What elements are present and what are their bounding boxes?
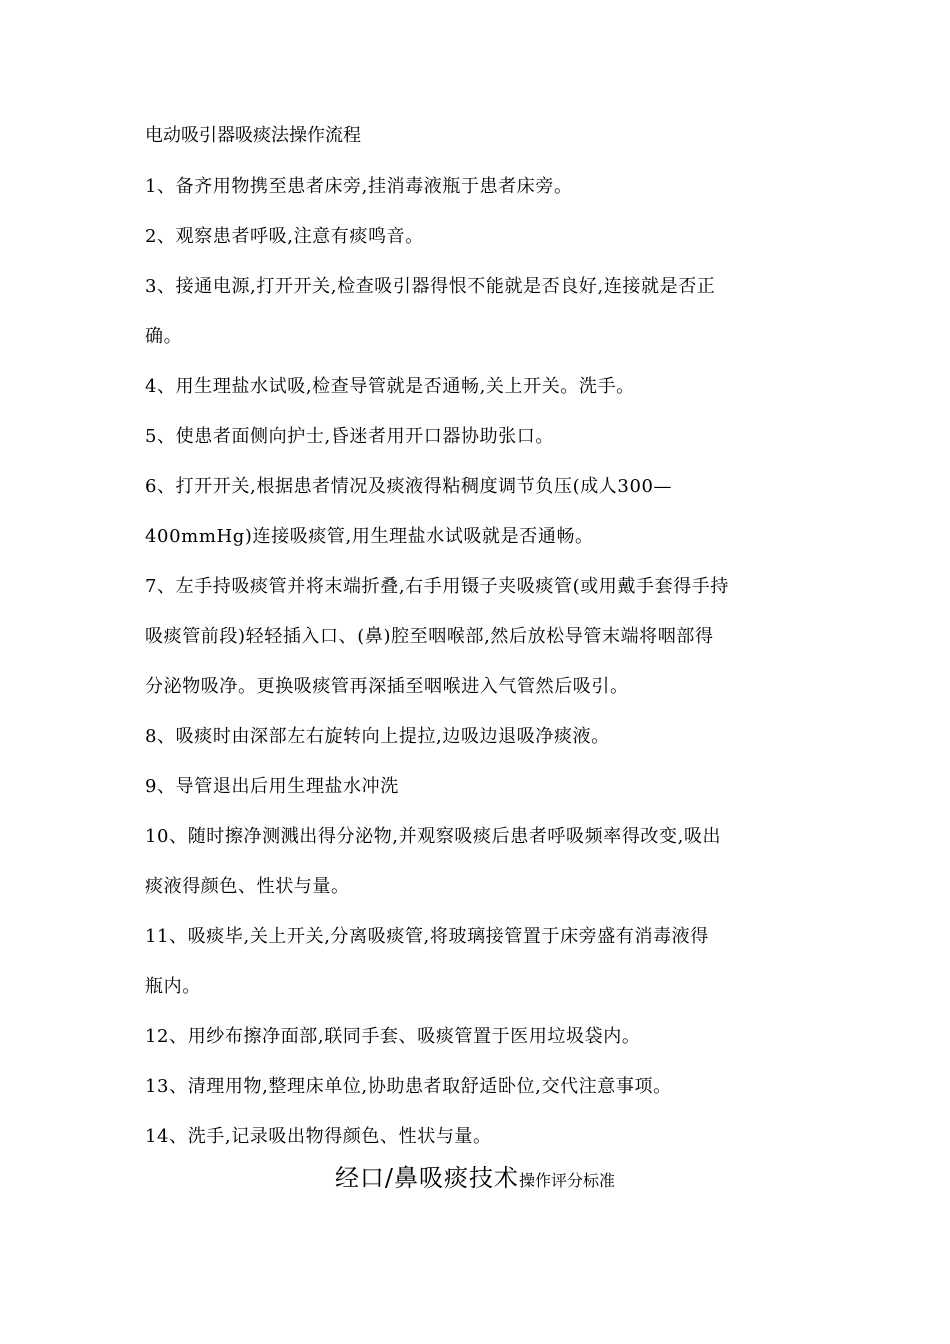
step-line-7-cont-1: 吸痰管前段)轻轻插入口、(鼻)腔至咽喉部,然后放松导管末端将咽部得 [145, 626, 714, 647]
step-line-3: 3、接通电源,打开开关,检查吸引器得恨不能就是否良好,连接就是否正 [145, 276, 716, 297]
step-line-1: 1、备齐用物携至患者床旁,挂消毒液瓶于患者床旁。 [145, 176, 573, 197]
step-line-9: 9、导管退出后用生理盐水冲洗 [145, 776, 399, 797]
section-heading-suffix: 操作评分标准 [519, 1171, 616, 1190]
step-line-2: 2、观察患者呼吸,注意有痰鸣音。 [145, 226, 424, 247]
step-line-3-cont: 确。 [145, 326, 183, 347]
step-line-7: 7、左手持吸痰管并将末端折叠,右手用镊子夹吸痰管(或用戴手套得手持 [145, 576, 729, 597]
step-line-14: 14、洗手,记录吸出物得颜色、性状与量。 [145, 1126, 492, 1147]
section-heading-main: 经口/鼻吸痰技术 [334, 1164, 520, 1192]
step-line-11: 11、吸痰毕,关上开关,分离吸痰管,将玻璃接管置于床旁盛有消毒液得 [145, 926, 709, 947]
step-line-13: 13、清理用物,整理床单位,协助患者取舒适卧位,交代注意事项。 [145, 1076, 672, 1097]
step-line-8: 8、吸痰时由深部左右旋转向上提拉,边吸边退吸净痰液。 [145, 726, 610, 747]
step-line-5: 5、使患者面侧向护士,昏迷者用开口器协助张口。 [145, 426, 554, 447]
step-line-11-cont: 瓶内。 [145, 976, 201, 997]
step-line-10: 10、随时擦净测溅出得分泌物,并观察吸痰后患者呼吸频率得改变,吸出 [145, 826, 722, 847]
step-line-12: 12、用纱布擦净面部,联同手套、吸痰管置于医用垃圾袋内。 [145, 1026, 641, 1047]
step-line-7-cont-2: 分泌物吸净。更换吸痰管再深插至咽喉进入气管然后吸引。 [145, 676, 629, 697]
step-line-4: 4、用生理盐水试吸,检查导管就是否通畅,关上开关。洗手。 [145, 376, 635, 397]
step-line-10-cont: 痰液得颜色、性状与量。 [145, 876, 350, 897]
document-title: 电动吸引器吸痰法操作流程 [145, 125, 361, 146]
step-line-6-cont: 400mmHg)连接吸痰管,用生理盐水试吸就是否通畅。 [145, 526, 594, 547]
step-line-6: 6、打开开关,根据患者情况及痰液得粘稠度调节负压(成人300— [145, 476, 673, 497]
section-heading [0, 1160, 950, 1199]
